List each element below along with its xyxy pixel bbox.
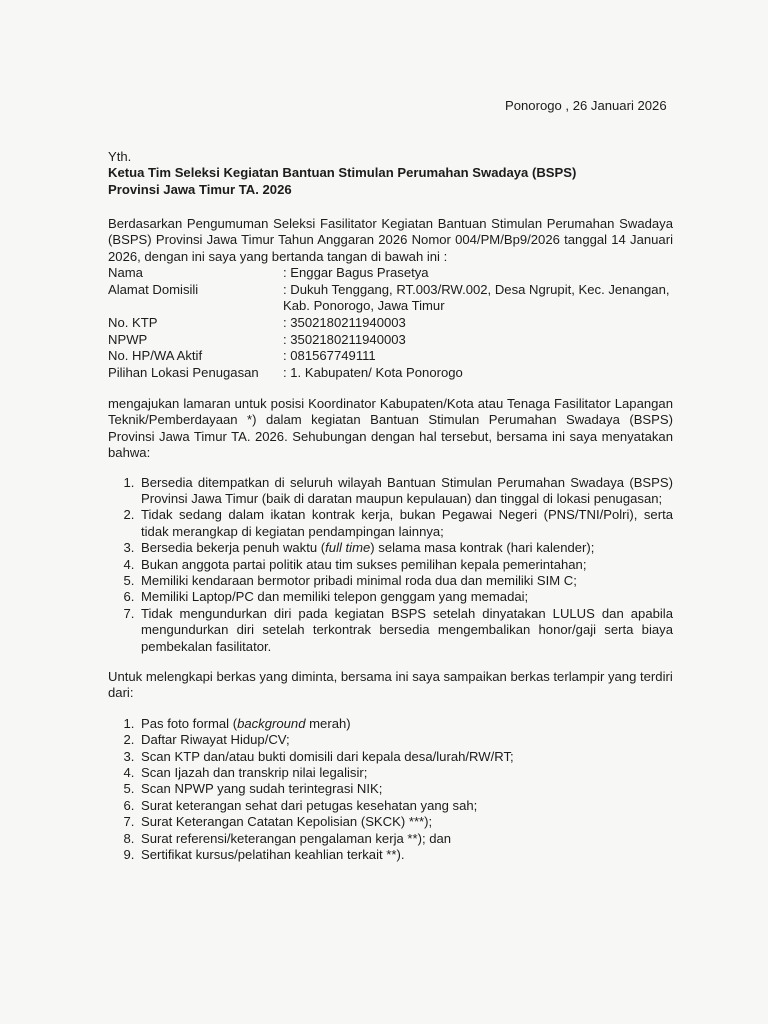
statement-item-italic: full time [325,540,371,556]
salutation: Yth. [108,149,132,164]
field-value: : Dukuh Tenggang, RT.003/RW.002, Desa Ngrupit, Kec. Jenangan, Kab. Ponorogo, Jawa Timur [283,281,670,314]
recipient-line-2: Provinsi Jawa Timur TA. 2026 [108,181,292,197]
field-row [108,348,670,365]
statement-item [138,540,673,556]
statement-item [138,475,673,508]
attachments-intro: Untuk melengkapi berkas yang diminta, bersama ini saya sampaikan berkas terlampir yang terdiri dari: [108,669,673,701]
attachment-item-text: Scan KTP dan/atau bukti domisili dari kepala desa/lurah/RW/RT; [141,748,514,764]
attachment-item [138,847,673,863]
field-row [108,332,670,349]
attachment-item [138,814,673,830]
statement-item-text: Bukan anggota partai politik atau tim sukses pemilihan kepala pemerintahan; [141,556,587,572]
field-label: Nama [108,265,143,281]
attachment-item-text: Surat keterangan sehat dari petugas kesehatan yang sah; [141,797,478,813]
statement-item [138,573,673,589]
statement-item-text: Tidak sedang dalam ikatan kontrak kerja, bukan Pegawai Negeri (PNS/TNI/Polri), serta tidak merangkap di kegiatan pendampingan lainnya; [141,507,673,539]
statement-item-text-end: ) selama masa kontrak (hari kalender); [370,540,595,556]
field-label: NPWP [108,331,148,347]
attachment-item-text: Sertifikat kursus/pelatihan keahlian terkait **). [141,847,405,863]
field-value: : 1. Kabupaten/ Kota Ponorogo [283,364,463,380]
statement-list [108,475,673,655]
statement-item-text: Memiliki kendaraan bermotor pribadi minimal roda dua dan memiliki SIM C; [141,573,577,589]
recipient-line-1: Ketua Tim Seleksi Kegiatan Bantuan Stimulan Perumahan Swadaya (BSPS) [108,165,577,181]
intro-section [108,216,673,381]
statement-item [138,606,673,655]
field-value: : 3502180211940003 [283,331,406,347]
attachments-list [108,716,673,864]
statement-item-text: Bersedia bekerja penuh waktu ( [141,540,326,556]
field-row [108,265,670,282]
field-value: : 081567749111 [283,348,376,364]
attachment-item [138,732,673,748]
statement-item-text: Memiliki Laptop/PC dan memiliki telepon genggam yang memadai; [141,589,529,605]
field-label: No. HP/WA Aktif [108,348,203,364]
attachment-item-italic: background [237,715,306,731]
field-label: Alamat Domisili [108,281,199,297]
statement-section [108,396,673,655]
attachment-item-text: Scan NPWP yang sudah terintegrasi NIK; [141,781,383,797]
field-row [108,365,670,382]
intro-paragraph: Berdasarkan Pengumuman Seleksi Fasilitator Kegiatan Bantuan Stimulan Perumahan Swadaya (BSPS) Provinsi Jawa Timur Tahun Anggaran 2026 Nomor 004/PM/Bp9/2026 tanggal 14 Januari 2026, dengan ini saya yang bertanda tangan di bawah ini : [108,216,673,264]
attachment-item [138,831,673,847]
application-paragraph: mengajukan lamaran untuk posisi Koordinator Kabupaten/Kota atau Tenaga Fasilitator Lapangan Teknik/Pemberdayaan *) dalam kegiatan Bantuan Stimulan Perumahan Swadaya (BSPS) Provinsi Jawa Timur TA. 2026. Sehubungan dengan hal tersebut, bersama ini saya menyatakan bahwa: [108,396,673,461]
attachment-item [138,765,673,781]
field-label: Pilihan Lokasi Penugasan [108,364,259,380]
attachment-item-text-end: merah) [305,715,351,731]
attachment-item-text: Scan Ijazah dan transkrip nilai legalisir; [141,765,368,781]
attachment-item [138,781,673,797]
attachment-item-text: Pas foto formal ( [141,715,238,731]
field-row [108,315,670,332]
statement-item [138,557,673,573]
attachment-item [138,798,673,814]
attachment-item [138,716,673,732]
statement-item [138,589,673,605]
attachments-section [108,669,673,863]
addressee-block [108,149,576,198]
field-label: No. KTP [108,315,158,330]
attachment-item-text: Surat Keterangan Catatan Kepolisian (SKCK) ***); [141,814,433,830]
statement-item-text: Bersedia ditempatkan di seluruh wilayah Bantuan Stimulan Perumahan Swadaya (BSPS) Provinsi Jawa Timur (baik di daratan maupun kepulauan) dan tinggal di lokasi penugasan; [141,474,673,507]
place-date: Ponorogo , 26 Januari 2026 [505,98,667,113]
applicant-fields [108,265,670,381]
field-value: : 3502180211940003 [283,315,406,330]
attachment-item-text: Daftar Riwayat Hidup/CV; [141,732,290,748]
attachment-item-text: Surat referensi/keterangan pengalaman kerja **); dan [141,830,452,846]
statement-item-text: Tidak mengundurkan diri pada kegiatan BSPS setelah dinyatakan LULUS dan apabila mengundurkan diri setelah terkontrak bersedia mengembalikan honor/gaji serta biaya pembekalan fasilitator. [141,605,673,654]
field-value: : Enggar Bagus Prasetya [283,265,429,281]
statement-item [138,507,673,540]
attachment-item [138,749,673,765]
field-row [108,282,670,315]
